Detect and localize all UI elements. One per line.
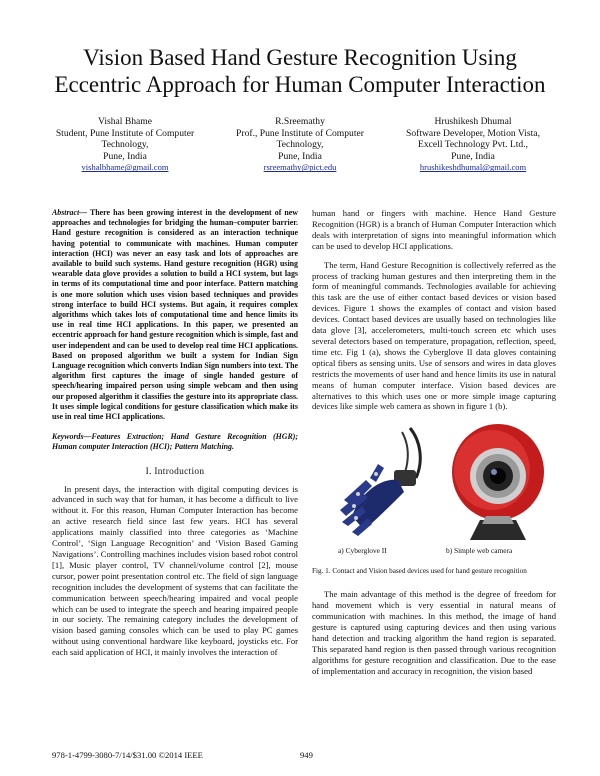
author-name: R.Sreemathy bbox=[275, 116, 325, 127]
figure-1-caption: Fig. 1. Contact and Vision based devices used for hand gesture recognition bbox=[312, 567, 527, 576]
author-name: Hrushikesh Dhumal bbox=[434, 116, 512, 127]
figure-1b-subcaption: b) Simple web camera bbox=[446, 546, 513, 556]
cyberglove-image bbox=[312, 420, 432, 544]
page-number: 949 bbox=[300, 750, 313, 760]
paragraph: human hand or fingers with machine. Hence Hand Gesture Recognition (HGR) is a branch of Human Computer Interaction which deals with interpretation of signs into meaningful information which can be used to develop HCI applications. bbox=[312, 208, 556, 251]
figure-1a-subcaption: a) Cyberglove II bbox=[338, 546, 387, 556]
figure-1 bbox=[312, 420, 556, 564]
author-name: Vishal Bhame bbox=[97, 116, 153, 127]
author-location: Pune, India bbox=[278, 150, 322, 162]
author-affiliation: Software Developer, Motion Vista, bbox=[406, 127, 540, 139]
paragraph: In present days, the interaction with digital computing devices is advanced in such way that for human, it has become a difficult to live without it. For this reason, Human Computer Interaction has become an active research field since last few years. HCI has several applications mainly classified into three categories as ‘Machine Control’, ‘Sign Language Recognition’ and ‘Vision Based Gaming Navigations’. Controlling machines includes vision based robot control [1], Music player control, TV channel/volume control [2], mouse cursor, power point presentation control etc. The field of sign language recognition includes the development of systems that can facilitate the communication between speech/hearing impaired and vocal people which can be used to integrate the speech and hearing impaired people in our society. The remaining category includes the development of vision based gaming consoles which can be used to play PC games without using conventional hardware like keyboard, joysticks etc. For each said application of HCI, it mainly involves the interaction of bbox=[52, 483, 298, 658]
author-email-link[interactable]: hrushikeshdhumal@gmail.com bbox=[419, 162, 527, 173]
author-1 bbox=[30, 116, 220, 174]
keywords: Keywords—Features Extraction; Hand Gesture Recognition (HGR); Human computer Interaction (HCI); Pattern Matching. bbox=[52, 432, 298, 452]
author-affiliation: Student, Pune Institute of Computer bbox=[55, 127, 195, 139]
title-line-1: Vision Based Hand Gesture Recognition Using bbox=[83, 45, 517, 70]
page-footer bbox=[52, 750, 556, 760]
author-3 bbox=[378, 116, 568, 174]
author-affiliation: Prof., Pune Institute of Computer bbox=[236, 127, 364, 139]
author-email-link[interactable]: rsreemathy@pict.edu bbox=[263, 162, 337, 173]
abstract bbox=[52, 208, 298, 422]
author-2 bbox=[205, 116, 395, 174]
author-email-link[interactable]: vishalbhame@gmail.com bbox=[81, 162, 169, 173]
isbn-copyright: 978-1-4799-3080-7/14/$31.00 ©2014 IEEE bbox=[52, 750, 203, 760]
author-location: Pune, India bbox=[103, 150, 147, 162]
webcam-image bbox=[436, 420, 556, 544]
paper-title bbox=[40, 44, 560, 98]
abstract-label: Abstract— bbox=[52, 208, 88, 217]
author-block bbox=[30, 116, 570, 186]
author-affiliation: Technology, bbox=[101, 139, 149, 151]
section-heading: I. Introduction bbox=[145, 466, 205, 477]
paragraph: The main advantage of this method is the degree of freedom for hand movement which is very essential in natural means of communication with machines. In this method, the image of hand gesture is captured using capturing devices and then using various hand detection and tracking algorithm the hand region is separated. This separated hand region is then passed through various recognition algorithms for gesture recognition and classification. Due to the ease of implementation and accuracy in recognition, the vision based bbox=[312, 589, 556, 676]
author-affiliation: Technology, bbox=[276, 139, 324, 151]
right-column bbox=[312, 208, 556, 684]
abstract-text: There has been growing interest in the development of new approaches and technologies for bridging the human–computer barrier. Hand gesture recognition is considered as an interaction technique having potential to communicate with machines. Human computer interaction (HCI) was never an easy task and lots of approaches are available to build such systems. Hand gesture recognition (HGR) using wearable data glove provides a solution to build a HCI system, but lags in terms of its computational time and poor interface. Pattern matching is one more solution which uses vision based techniques and provides strong interface to build HCI systems. But again, it requires complex algorithms which takes lots of computational time and hence limits its use in real time HCI applications. In this paper, we presented an eccentric approach for hand gesture recognition which is simple, fast and user independent and can be used to develop real time HCI applications. Based on proposed algorithm we built a system for Indian Sign Language recognition which converts Indian Sign numbers into text. The algorithm first captures the image of single handed gesture of speech/hearing impaired person using simple webcam and then using our proposed algorithm it classifies the gesture into its appropriate class. It uses simple logical conditions for gesture classification which make its use in real time HCI applications. bbox=[52, 208, 298, 422]
left-column bbox=[52, 208, 298, 666]
figure-1-images bbox=[312, 420, 556, 546]
author-affiliation: Excell Technology Pvt. Ltd., bbox=[418, 139, 528, 151]
author-location: Pune, India bbox=[451, 150, 495, 162]
title-line-2: Eccentric Approach for Human Computer Interaction bbox=[54, 72, 546, 97]
paragraph: The term, Hand Gesture Recognition is collectively referred as the process of tracking human gestures and then interpreting them in the form of meaningful commands. Technologies available for achieving this task are the use of either contact based devices or vision based devices. Figure 1 shows the examples of contact and vision based devices. Contact based devices are usually based on technologies like data glove [3], accelerometers, multi-touch screen etc which uses several detectors based on temperature, propagation, reflection, speed, time etc. Fig 1 (a), shows the Cyberglove II data gloves containing optical fibers as sensing units. Use of sensors and wires in data gloves restricts the movements of user hand and hence limits its use in natural means of human computer interface. Vision based devices are alternatives to this which uses one or more simple image capturing devices like simple web camera as shown in figure 1 (b). bbox=[312, 259, 556, 412]
